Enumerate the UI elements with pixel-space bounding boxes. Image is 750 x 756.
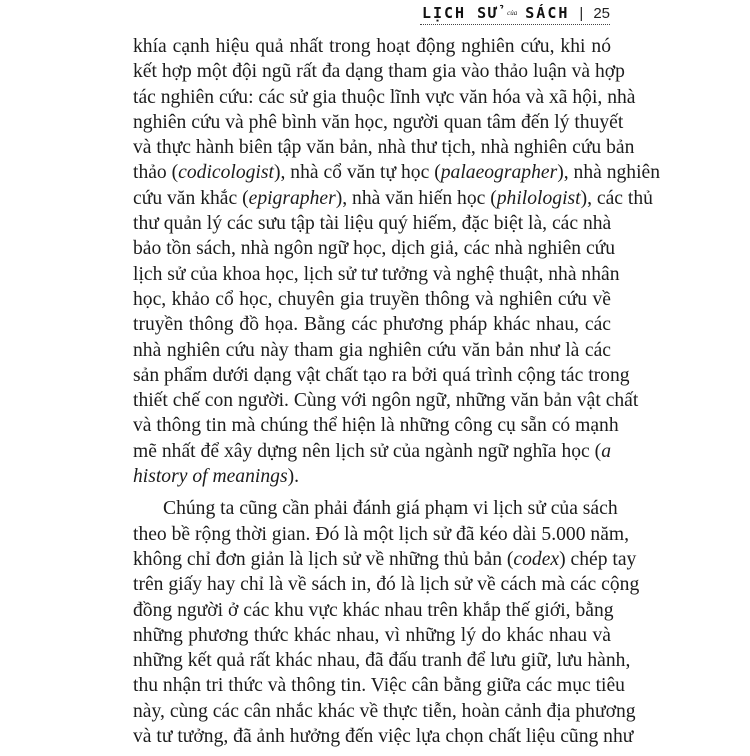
text-line [133,598,614,623]
text-segment: nhà nghiên cứu này tham gia nghiên cứu văn bản như là các [133,339,611,361]
text-line [133,236,616,261]
body-text [133,34,661,756]
text-line [133,522,630,547]
paragraph [133,34,661,489]
text-line [133,135,635,160]
text-line [133,160,661,185]
text-line [133,724,634,749]
text-segment: khía cạnh hiệu quả nhất trong hoạt động nghiên cứu, khi nó [133,36,611,57]
text-segment: ). [287,466,300,488]
running-header [420,2,610,25]
text-segment: lịch sử của khoa học, lịch sử tư tưởng và nghệ thuật, nhà nhân [133,263,620,285]
text-segment: trên giấy hay chỉ là về sách in, đó là lịch sử về cách mà các cộng [133,574,640,596]
italic-term: philologist [496,187,581,209]
text-segment: bảo tồn sách, nhà ngôn ngữ học, dịch giả, các nhà nghiên cứu [133,238,616,260]
text-line [133,547,637,572]
text-line [133,186,653,211]
text-segment: và thông tin mà chúng thể hiện là những công cụ sẵn có mạnh [133,415,619,437]
header-separator: | [579,4,584,22]
text-segment: tác nghiên cứu: các sử gia thuộc lĩnh vực văn hóa và xã hội, nhà [133,86,636,108]
text-line [133,312,611,337]
text-segment: học, khảo cổ học, chuyên gia truyền thông và nghiên cứu về [133,288,611,310]
text-line [133,623,611,648]
text-segment: truyền thông đồ họa. Bằng các phương pháp khác nhau, các [133,314,611,336]
italic-term: codicologist [178,162,274,184]
text-segment: này, cùng các cân nhắc khác về thực tiễn, hoàn cảnh địa phương [133,700,636,722]
text-line [133,388,639,413]
text-segment: và tư tưởng, đã ảnh hưởng đến việc lựa chọn chất liệu cũng như [133,726,634,748]
text-segment: và thực hành biên tập văn bản, nhà thư tịch, nhà nghiên cứu bản [133,137,635,159]
text-segment: kết hợp một đội ngũ rất đa dạng tham gia vào thảo luận và hợp [133,61,625,83]
text-line [133,262,620,287]
italic-term: codex [513,548,560,570]
book-title-part1: LỊCH SỬ [421,4,500,22]
text-segment: đồng người ở các khu vực khác nhau trên khắp thế giới, bằng [133,599,614,621]
text-line [133,496,618,521]
italic-term: a [601,440,611,462]
text-segment: theo bề rộng thời gian. Đó là một lịch sử đã kéo dài 5.000 năm, [133,523,630,545]
text-segment: thư quản lý các sưu tập tài liệu quý hiếm, đặc biệt là, các nhà [133,213,612,235]
text-line [133,287,611,312]
text-line [133,699,636,724]
italic-term: epigrapher [248,187,336,209]
text-segment: nghiên cứu và phê bình văn học, người quan tâm đến lý thuyết [133,111,624,133]
italic-term: history of meanings [133,466,288,488]
text-line [133,211,611,236]
text-line [133,572,640,597]
text-line [133,464,611,489]
text-segment: thiết chế con người. Cùng với ngôn ngữ, những văn bản vật chất [133,390,639,412]
text-line [133,413,619,438]
text-segment: những phương thức khác nhau, vì những lý do khác nhau và [133,624,611,646]
text-line [133,110,624,135]
text-segment: không chỉ đơn giản là lịch sử về những thủ bản ( [133,548,514,570]
text-line [133,363,630,388]
text-line [133,338,611,363]
text-segment: thảo ( [133,162,179,184]
text-segment: sản phẩm dưới dạng vật chất tạo ra bởi quá trình cộng tác trong [133,364,630,386]
page-number: 25 [593,4,610,22]
text-line [133,673,625,698]
text-segment: cứu văn khắc ( [133,187,249,209]
text-line [133,34,611,59]
text-segment: ), nhà cổ văn tự học ( [273,162,441,184]
text-segment: thu nhận tri thức và thông tin. Việc cân bằng giữa các mục tiêu [133,675,625,697]
text-segment: ), nhà nghiên [557,162,661,184]
text-segment: mẽ nhất để xây dựng nên lịch sử của ngành ngữ nghĩa học ( [133,440,602,462]
italic-term: palaeographer [440,162,558,184]
book-title-part2: SÁCH [525,4,570,22]
text-segment: ), các thủ [580,187,653,209]
text-line [133,85,636,110]
paragraph [133,496,640,749]
book-title-connector: của [507,9,518,17]
text-segment: ) chép tay [559,548,637,570]
text-line [133,59,625,84]
text-segment: Chúng ta cũng cần phải đánh giá phạm vi lịch sử của sách [163,498,618,520]
text-segment: những kết quả rất khác nhau, đã đấu tranh để lưu giữ, lưu hành, [133,650,631,672]
text-segment: ), nhà văn hiến học ( [335,187,497,209]
text-line [133,439,611,464]
text-line [133,648,631,673]
